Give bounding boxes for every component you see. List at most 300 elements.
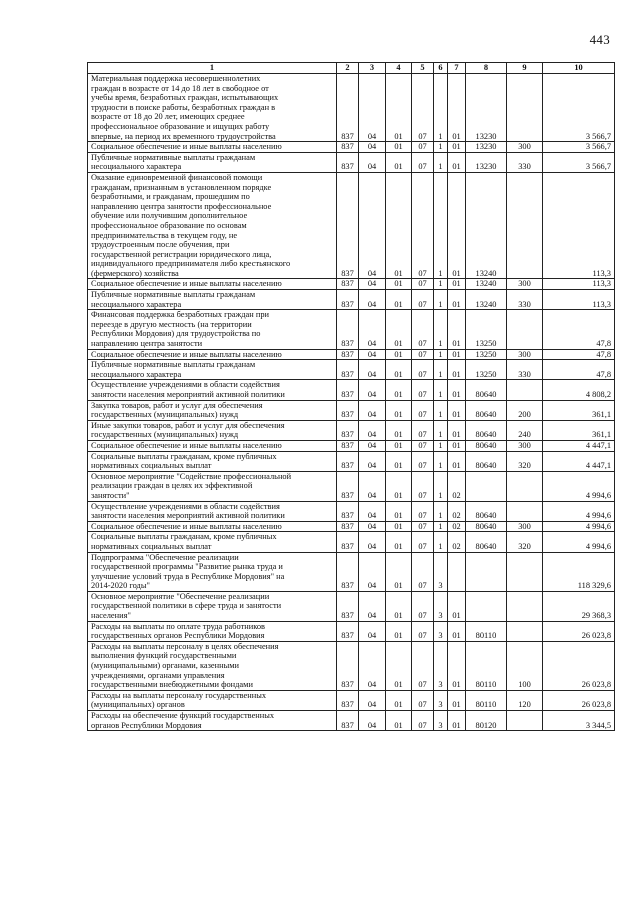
row-name-cell: [88, 172, 337, 279]
table-row: [88, 440, 615, 451]
row-name-line: безработными, и гражданам, прошедшим по: [91, 192, 250, 202]
code-cell-c4: 01: [386, 532, 412, 552]
table-row: [88, 349, 615, 360]
row-name-line: несоциального характера: [91, 299, 182, 309]
row-name-line: Социальное обеспечение и иные выплаты населению: [91, 349, 282, 359]
row-name-line: Республики Мордовия) для трудоустройства по: [91, 329, 261, 339]
amount-cell: 47,8: [543, 349, 615, 360]
table-row: [88, 532, 615, 552]
row-name-line: профессиональное образование и ищущих работу: [91, 121, 270, 131]
code-cell-c4: 01: [386, 711, 412, 731]
row-name-line: индивидуального предпринимателя либо крестьянского: [91, 259, 291, 269]
code-cell-c9: [507, 74, 543, 142]
code-cell-c2: 837: [337, 532, 359, 552]
code-cell-c8: [466, 552, 507, 591]
table-row: [88, 74, 615, 142]
code-cell-c9: 100: [507, 641, 543, 690]
row-name-line: улучшение условий труда в Республике Мордовия" на: [91, 571, 285, 581]
code-cell-c2: 837: [337, 440, 359, 451]
code-cell-c8: 80640: [466, 400, 507, 420]
code-cell-c2: 837: [337, 279, 359, 290]
row-name-line: трудности в поиске работы, безработных граждан в: [91, 102, 276, 112]
code-cell-c5: 07: [412, 591, 434, 621]
code-cell-c2: 837: [337, 711, 359, 731]
code-cell-c3: 04: [359, 310, 386, 349]
amount-cell: 4 808,2: [543, 380, 615, 400]
code-cell-c3: 04: [359, 711, 386, 731]
code-cell-c9: 320: [507, 451, 543, 471]
code-cell-c8: 80640: [466, 532, 507, 552]
column-header: 4: [386, 63, 412, 74]
row-name-line: Социальное обеспечение и иные выплаты населению: [91, 279, 282, 289]
code-cell-c6: 1: [434, 532, 448, 552]
row-name-line: населения": [91, 611, 131, 621]
code-cell-c5: 07: [412, 521, 434, 532]
row-name-cell: [88, 501, 337, 521]
code-cell-c4: 01: [386, 142, 412, 153]
code-cell-c9: 330: [507, 152, 543, 172]
code-cell-c6: 1: [434, 74, 448, 142]
code-cell-c2: 837: [337, 152, 359, 172]
code-cell-c5: 07: [412, 380, 434, 400]
row-name-cell: [88, 451, 337, 471]
code-cell-c7: 01: [448, 290, 466, 310]
row-name-cell: [88, 420, 337, 440]
amount-cell: 26 023,8: [543, 621, 615, 641]
row-name-line: учебы время, безработных граждан, испытывающих: [91, 93, 279, 103]
code-cell-c6: 3: [434, 591, 448, 621]
code-cell-c9: 330: [507, 360, 543, 380]
code-cell-c4: 01: [386, 521, 412, 532]
row-name-line: нормативных социальных выплат: [91, 461, 212, 471]
code-cell-c8: 80110: [466, 641, 507, 690]
code-cell-c7: 01: [448, 690, 466, 710]
amount-cell: 113,3: [543, 279, 615, 290]
code-cell-c7: 01: [448, 142, 466, 153]
row-name-line: занятости": [91, 490, 130, 500]
column-header: 9: [507, 63, 543, 74]
amount-cell: 47,8: [543, 310, 615, 349]
code-cell-c9: [507, 310, 543, 349]
row-name-line: государственной регистрации юридического лица,: [91, 249, 272, 259]
code-cell-c8: [466, 591, 507, 621]
code-cell-c5: 07: [412, 172, 434, 279]
code-cell-c8: 80640: [466, 420, 507, 440]
code-cell-c5: 07: [412, 641, 434, 690]
row-name-cell: [88, 690, 337, 710]
code-cell-c2: 837: [337, 521, 359, 532]
code-cell-c3: 04: [359, 451, 386, 471]
code-cell-c6: 3: [434, 552, 448, 591]
code-cell-c5: 07: [412, 440, 434, 451]
row-name-line: возрасте от 18 до 20 лет, имеющих среднее: [91, 112, 245, 122]
amount-cell: 3 566,7: [543, 74, 615, 142]
row-name-line: занятости населения мероприятий активной политики: [91, 390, 285, 399]
table-row: [88, 380, 615, 400]
code-cell-c8: 13250: [466, 349, 507, 360]
code-cell-c5: 07: [412, 142, 434, 153]
row-name-line: выполнения функций государственными: [91, 651, 237, 661]
table-row: [88, 310, 615, 349]
code-cell-c8: 13240: [466, 290, 507, 310]
code-cell-c3: 04: [359, 74, 386, 142]
code-cell-c6: 1: [434, 142, 448, 153]
row-name-line: государственной программы "Развитие рынка труда и: [91, 562, 283, 572]
code-cell-c4: 01: [386, 552, 412, 591]
table-row: [88, 172, 615, 279]
amount-cell: 3 566,7: [543, 142, 615, 153]
code-cell-c9: 300: [507, 521, 543, 532]
code-cell-c6: 1: [434, 152, 448, 172]
code-cell-c6: 1: [434, 501, 448, 521]
code-cell-c3: 04: [359, 420, 386, 440]
table-header-row: [88, 63, 615, 74]
code-cell-c7: 02: [448, 471, 466, 501]
row-name-line: Социальное обеспечение и иные выплаты населению: [91, 142, 282, 152]
table-row: [88, 360, 615, 380]
row-name-cell: [88, 471, 337, 501]
row-name-line: граждан в возрасте от 14 до 18 лет в свободное от: [91, 83, 269, 93]
code-cell-c3: 04: [359, 690, 386, 710]
row-name-line: Расходы на обеспечение функций государственных: [91, 711, 275, 720]
row-name-line: органов Республики Мордовия: [91, 720, 202, 730]
code-cell-c7: 02: [448, 532, 466, 552]
code-cell-c9: 240: [507, 420, 543, 440]
code-cell-c7: 01: [448, 641, 466, 690]
row-name-cell: [88, 641, 337, 690]
code-cell-c4: 01: [386, 360, 412, 380]
code-cell-c4: 01: [386, 310, 412, 349]
code-cell-c4: 01: [386, 279, 412, 290]
row-name-line: (фермерского) хозяйства: [91, 268, 179, 278]
code-cell-c4: 01: [386, 420, 412, 440]
code-cell-c4: 01: [386, 621, 412, 641]
code-cell-c8: 13230: [466, 152, 507, 172]
code-cell-c9: [507, 471, 543, 501]
code-cell-c8: 80110: [466, 690, 507, 710]
row-name-cell: [88, 380, 337, 400]
amount-cell: 4 994,6: [543, 521, 615, 532]
code-cell-c5: 07: [412, 74, 434, 142]
code-cell-c6: 1: [434, 290, 448, 310]
page-number: 443: [589, 32, 610, 47]
code-cell-c6: 1: [434, 451, 448, 471]
column-header: 5: [412, 63, 434, 74]
code-cell-c4: 01: [386, 440, 412, 451]
code-cell-c9: 300: [507, 142, 543, 153]
row-name-cell: [88, 711, 337, 731]
code-cell-c3: 04: [359, 142, 386, 153]
code-cell-c4: 01: [386, 290, 412, 310]
code-cell-c5: 07: [412, 360, 434, 380]
code-cell-c4: 01: [386, 152, 412, 172]
row-name-line: Расходы на выплаты по оплате труда работников: [91, 621, 265, 631]
code-cell-c3: 04: [359, 591, 386, 621]
row-name-line: несоциального характера: [91, 162, 182, 172]
code-cell-c7: 01: [448, 621, 466, 641]
table-row: [88, 451, 615, 471]
code-cell-c3: 04: [359, 621, 386, 641]
code-cell-c7: 01: [448, 400, 466, 420]
code-cell-c9: [507, 172, 543, 279]
code-cell-c5: 07: [412, 451, 434, 471]
row-name-line: несоциального характера: [91, 369, 182, 379]
code-cell-c7: 01: [448, 420, 466, 440]
code-cell-c9: [507, 380, 543, 400]
row-name-line: Материальная поддержка несовершеннолетних: [91, 74, 261, 83]
row-name-line: учреждениями, органами управления: [91, 670, 225, 680]
table-row: [88, 279, 615, 290]
code-cell-c9: 300: [507, 279, 543, 290]
row-name-line: направлению центра занятости: [91, 339, 203, 349]
code-cell-c2: 837: [337, 400, 359, 420]
code-cell-c4: 01: [386, 74, 412, 142]
code-cell-c6: 3: [434, 641, 448, 690]
row-name-line: профессиональное образование по основам: [91, 220, 247, 230]
code-cell-c2: 837: [337, 142, 359, 153]
code-cell-c5: 07: [412, 152, 434, 172]
code-cell-c2: 837: [337, 501, 359, 521]
code-cell-c3: 04: [359, 152, 386, 172]
code-cell-c6: 1: [434, 310, 448, 349]
code-cell-c7: 01: [448, 591, 466, 621]
code-cell-c3: 04: [359, 501, 386, 521]
code-cell-c3: 04: [359, 641, 386, 690]
code-cell-c5: 07: [412, 690, 434, 710]
code-cell-c9: 200: [507, 400, 543, 420]
code-cell-c6: 1: [434, 380, 448, 400]
table-row: [88, 290, 615, 310]
row-name-line: Осуществление учреждениями в области содействия: [91, 380, 280, 390]
code-cell-c9: [507, 552, 543, 591]
row-name-cell: [88, 74, 337, 142]
column-header: 6: [434, 63, 448, 74]
column-header: 2: [337, 63, 359, 74]
code-cell-c4: 01: [386, 349, 412, 360]
row-name-line: Осуществление учреждениями в области содействия: [91, 501, 280, 511]
code-cell-c9: 330: [507, 290, 543, 310]
code-cell-c7: 01: [448, 74, 466, 142]
code-cell-c5: 07: [412, 349, 434, 360]
amount-cell: 47,8: [543, 360, 615, 380]
table-row: [88, 711, 615, 731]
code-cell-c2: 837: [337, 360, 359, 380]
code-cell-c9: [507, 621, 543, 641]
row-name-line: обучение или получившим дополнительное: [91, 211, 248, 221]
amount-cell: 29 368,3: [543, 591, 615, 621]
row-name-cell: [88, 621, 337, 641]
code-cell-c3: 04: [359, 279, 386, 290]
row-name-line: занятости населения мероприятий активной политики: [91, 511, 285, 521]
row-name-line: трудоустроенным после обучения, при: [91, 240, 230, 250]
row-name-cell: [88, 279, 337, 290]
table-row: [88, 471, 615, 501]
row-name-line: Публичные нормативные выплаты гражданам: [91, 290, 256, 300]
code-cell-c8: 13230: [466, 142, 507, 153]
code-cell-c4: 01: [386, 380, 412, 400]
code-cell-c6: 1: [434, 471, 448, 501]
code-cell-c5: 07: [412, 501, 434, 521]
code-cell-c3: 04: [359, 521, 386, 532]
row-name-line: направлению центра занятости профессиональное: [91, 201, 272, 211]
code-cell-c6: 1: [434, 360, 448, 380]
code-cell-c4: 01: [386, 641, 412, 690]
row-name-line: переезде в другую местность (на территории: [91, 319, 252, 329]
code-cell-c8: 80640: [466, 440, 507, 451]
code-cell-c8: 80640: [466, 451, 507, 471]
row-name-cell: [88, 591, 337, 621]
code-cell-c2: 837: [337, 641, 359, 690]
table-row: [88, 400, 615, 420]
code-cell-c8: 80640: [466, 380, 507, 400]
table-row: [88, 501, 615, 521]
code-cell-c2: 837: [337, 172, 359, 279]
code-cell-c8: 80640: [466, 521, 507, 532]
row-name-cell: [88, 142, 337, 153]
code-cell-c9: 300: [507, 440, 543, 451]
row-name-cell: [88, 360, 337, 380]
code-cell-c6: 1: [434, 440, 448, 451]
row-name-cell: [88, 349, 337, 360]
code-cell-c7: 01: [448, 711, 466, 731]
code-cell-c5: 07: [412, 471, 434, 501]
row-name-line: Социальное обеспечение и иные выплаты населению: [91, 440, 282, 450]
amount-cell: 4 447,1: [543, 440, 615, 451]
amount-cell: 4 994,6: [543, 532, 615, 552]
code-cell-c6: 3: [434, 690, 448, 710]
code-cell-c5: 07: [412, 400, 434, 420]
column-header: 8: [466, 63, 507, 74]
row-name-line: Оказание единовременной финансовой помощи: [91, 172, 263, 182]
code-cell-c2: 837: [337, 290, 359, 310]
code-cell-c4: 01: [386, 690, 412, 710]
row-name-line: Основное мероприятие "Обеспечение реализации: [91, 591, 270, 601]
table-row: [88, 152, 615, 172]
row-name-cell: [88, 310, 337, 349]
code-cell-c6: 3: [434, 621, 448, 641]
code-cell-c2: 837: [337, 690, 359, 710]
table-row: [88, 552, 615, 591]
code-cell-c3: 04: [359, 471, 386, 501]
table-row: [88, 142, 615, 153]
row-name-cell: [88, 290, 337, 310]
row-name-line: 2014-2020 годы": [91, 581, 150, 591]
code-cell-c2: 837: [337, 591, 359, 621]
amount-cell: 361,1: [543, 400, 615, 420]
code-cell-c3: 04: [359, 349, 386, 360]
code-cell-c2: 837: [337, 451, 359, 471]
code-cell-c2: 837: [337, 380, 359, 400]
row-name-line: Подпрограмма "Обеспечение реализации: [91, 552, 239, 562]
code-cell-c4: 01: [386, 172, 412, 279]
row-name-line: государственных (муниципальных) нужд: [91, 430, 239, 440]
code-cell-c5: 07: [412, 552, 434, 591]
row-name-cell: [88, 532, 337, 552]
row-name-line: (муниципальных) органов: [91, 700, 185, 710]
code-cell-c7: 01: [448, 451, 466, 471]
code-cell-c7: 01: [448, 380, 466, 400]
code-cell-c2: 837: [337, 621, 359, 641]
column-header: 7: [448, 63, 466, 74]
amount-cell: 26 023,8: [543, 641, 615, 690]
amount-cell: 3 344,5: [543, 711, 615, 731]
code-cell-c4: 01: [386, 471, 412, 501]
row-name-line: государственными внебюджетными фондами: [91, 680, 253, 690]
code-cell-c4: 01: [386, 400, 412, 420]
code-cell-c7: 01: [448, 152, 466, 172]
row-name-line: государственной политики в сфере труда и занятости: [91, 601, 282, 611]
row-name-line: гражданам, признанным в установленном порядке: [91, 182, 272, 192]
code-cell-c3: 04: [359, 380, 386, 400]
code-cell-c9: 300: [507, 349, 543, 360]
code-cell-c7: 01: [448, 440, 466, 451]
code-cell-c3: 04: [359, 552, 386, 591]
row-name-line: Публичные нормативные выплаты гражданам: [91, 152, 256, 162]
code-cell-c9: [507, 591, 543, 621]
column-header: 10: [543, 63, 615, 74]
code-cell-c6: 1: [434, 172, 448, 279]
code-cell-c5: 07: [412, 621, 434, 641]
code-cell-c7: 01: [448, 360, 466, 380]
row-name-cell: [88, 400, 337, 420]
row-name-cell: [88, 152, 337, 172]
code-cell-c8: 13240: [466, 172, 507, 279]
amount-cell: 361,1: [543, 420, 615, 440]
code-cell-c6: 1: [434, 420, 448, 440]
code-cell-c9: 120: [507, 690, 543, 710]
amount-cell: 3 566,7: [543, 152, 615, 172]
code-cell-c8: [466, 471, 507, 501]
code-cell-c3: 04: [359, 172, 386, 279]
row-name-line: Финансовая поддержка безработных граждан при: [91, 310, 269, 320]
code-cell-c8: 80120: [466, 711, 507, 731]
code-cell-c5: 07: [412, 532, 434, 552]
code-cell-c8: 13250: [466, 360, 507, 380]
row-name-line: Расходы на выплаты персоналу в целях обеспечения: [91, 641, 279, 651]
row-name-line: Основное мероприятие "Содействие профессиональной: [91, 471, 292, 481]
code-cell-c7: 01: [448, 172, 466, 279]
code-cell-c6: 1: [434, 279, 448, 290]
code-cell-c2: 837: [337, 74, 359, 142]
row-name-line: Закупка товаров, работ и услуг для обеспечения: [91, 400, 263, 410]
code-cell-c8: 13240: [466, 279, 507, 290]
code-cell-c6: 1: [434, 349, 448, 360]
code-cell-c6: 1: [434, 521, 448, 532]
code-cell-c8: 80110: [466, 621, 507, 641]
row-name-line: (муниципальными) органами, казенными: [91, 661, 240, 671]
table-row: [88, 690, 615, 710]
code-cell-c6: 1: [434, 400, 448, 420]
row-name-cell: [88, 521, 337, 532]
row-name-line: Социальные выплаты гражданам, кроме публичных: [91, 532, 277, 542]
code-cell-c7: 02: [448, 501, 466, 521]
code-cell-c4: 01: [386, 591, 412, 621]
code-cell-c4: 01: [386, 451, 412, 471]
code-cell-c3: 04: [359, 440, 386, 451]
code-cell-c3: 04: [359, 532, 386, 552]
amount-cell: 4 994,6: [543, 471, 615, 501]
amount-cell: 113,3: [543, 290, 615, 310]
amount-cell: 113,3: [543, 172, 615, 279]
row-name-line: Социальное обеспечение и иные выплаты населению: [91, 521, 282, 531]
code-cell-c3: 04: [359, 290, 386, 310]
code-cell-c5: 07: [412, 420, 434, 440]
row-name-line: Социальные выплаты гражданам, кроме публичных: [91, 451, 277, 461]
code-cell-c9: [507, 711, 543, 731]
row-name-line: впервые, на период их временного трудоустройства: [91, 131, 276, 141]
code-cell-c3: 04: [359, 360, 386, 380]
row-name-line: государственных (муниципальных) нужд: [91, 410, 239, 420]
